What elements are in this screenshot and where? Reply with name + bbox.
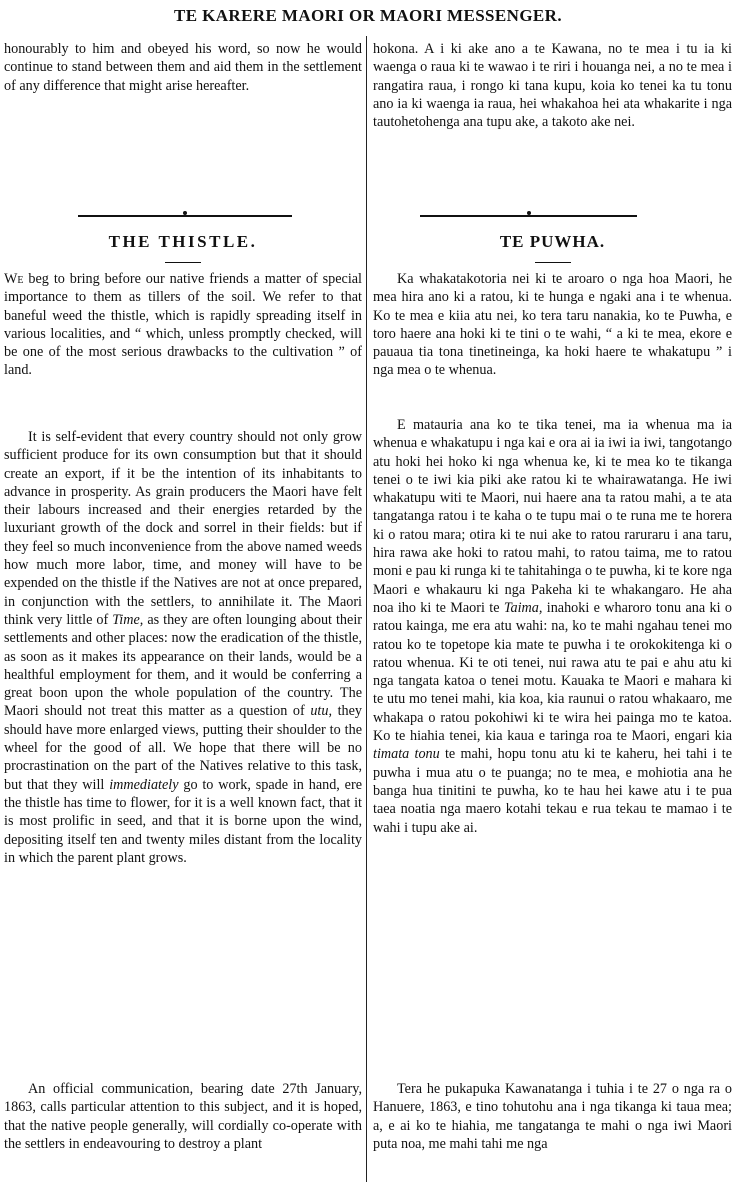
english-paragraph-3-text: An official communication, bearing date 27th January, 1863, calls particular attention to this subject, and it is hoped, that the native people generally, will cordially co-operate with the settlers in endeavouring to destroy a plant [4, 1081, 362, 1152]
maori-paragraph-2 [373, 416, 732, 837]
maori-continuation-text: hokona. A i ki ake ano a te Kawana, no te mea i tu ia ki waenga o raua ki te wawao i te riri i houanga nei, a no te mea i rangatira raua, i rongo ki tana kupu, koia ko tenei ka tu tonu ano ia ki waenga ia raua, hei whakahoa hei ata whakarite i nga tautohetohenga ana tupu ake, a takoto ake nei. [373, 41, 732, 131]
maori-paragraph-3 [373, 1080, 732, 1153]
maori-paragraph-2-part-b: inahoki e wharoro tonu ana ki o ratou kainga, me era atu wahi: na, ko te mahi ngahau tenei mo ratou ko te topetope kia mate te puwha i te orokokitenga ki o ratou whenua. Ki te oti tenei, nui rawa atu te pai e ahu atu ki nga tangata katoa o tenei motu. Kauaka te Maori e mahara ki te utu mo tenei mahi, kia koa, kia raunui o ratou whakaaro, me whakapa o ratou pokohiwi ki te wira hei painga mo te katoa. Ko te hiahia tenei, kia kaua e taringa roa te Maori, engari kia [373, 599, 732, 745]
column-divider [366, 36, 367, 1182]
maori-paragraph-2-part-c: te mahi, hopu tonu atu ki te kaheru, hei tahi i te puwha i mua atu o te puanga; no te mea, e mohiotia ana he banga hua tinitini te puwha, ko te hau hei kawe atu i te pua taea noatia nga maero kotahi tekau e rua tekau te mamao i te wahi i tupu ake ai. [373, 746, 732, 836]
english-paragraph-3 [4, 1080, 362, 1153]
english-paragraph-2-time: Time, [112, 611, 144, 628]
english-continuation-text: honourably to him and obeyed his word, so now he would continue to stand between them and aid them in the settlement of any difference that might arise hereafter. [4, 41, 362, 94]
english-paragraph-2-part-b: as they are often lounging about their settlements and other places: now the eradication of the thistle, as soon as it makes its appearance on their lands, would be a healthful employment for them, and it would be conferring a great boon upon the whole population of the country. The Maori should not treat this matter as a question of [4, 611, 362, 720]
english-paragraph-2-part-c: they should have more enlarged views, putting their shoulder to the wheel for the good of all. We hope that there will be no procrastination on the part of the Natives relative to this task, but that they will [4, 703, 362, 793]
section-rule-left [78, 215, 292, 217]
section-rule-left-ornament [183, 211, 187, 215]
maori-paragraph-2-timata: timata tonu [373, 746, 440, 763]
maori-paragraph-2-part-a: E matauria ana ko te tika tenei, ma ia whenua ma ia whenua e whakatupu i nga kai e ora ai ia iwi ia iwi, tangotango atu hoki hei hoko ki nga whenua ke, ki te mea ko te tikanga tenei o te iwi kia piki ake ratou ki te whairawatanga. He iwi whakatupu witi te Maori, nui haere ana ta ratou mahi, a te ata tangatanga ratou i te kaha o te tupu mai o te runa me te horera ki o ratou mara; otira ki te nui ake to ratou raruraru i ana taru, hira rawa ake hoki to ratou mahi, to ratou taima, me to ratou moni e pau ki runga ki te tahitahinga o te puwha, ki te kore nga Maori e whakauru ki nga Pakeha ki te whakangaro. He aha noa iho ki te Maori te [373, 417, 732, 616]
english-paragraph-2-utu: utu, [310, 703, 332, 720]
english-continuation [4, 40, 362, 95]
english-paragraph-1-text: beg to bring before our native friends a matter of special importance to them as tillers of the soil. We refer to that baneful weed the thistle, which is rapidly spreading itself in various localities, and “ which, unless promptly checked, will be one of the most serious drawbacks to the cultivation ” of land. [4, 271, 362, 379]
english-paragraph-2-part-d: go to work, spade in hand, ere the thistle has time to flower, for it is a well known fact, that it is most prolific in seed, and that it is borne upon the wind, depositing itself ten and twenty miles distant from the locality in which the parent plant grows. [4, 776, 362, 866]
english-heading-underline [165, 262, 201, 263]
maori-paragraph-2-taima: Taima, [503, 599, 543, 616]
english-heading: THE THISTLE. [108, 232, 258, 251]
masthead: TE KARERE MAORI OR MAORI MESSENGER. [173, 6, 563, 25]
maori-paragraph-1-text: Ka whakatakotoria nei ki te aroaro o nga hoa Maori, he mea hira ano ki a ratou, ki te hunga e ngaki ana i te whenua. Ko te mea e kiia atu nei, ko tera taru nanakia, ko te Puwha, e toro haere ana hoki ki te tini o te wahi, “ a ki te mea, ekore e pauaua tia tona tinetineinga, ka hoki haere te whakatupu ” i nga mea o te whenua. [373, 271, 732, 379]
section-rule-right-ornament [527, 211, 531, 215]
english-paragraph-2-immediately: immediately [109, 776, 179, 793]
english-paragraph-1 [4, 270, 362, 380]
maori-heading-underline [535, 262, 571, 263]
english-paragraph-2 [4, 428, 362, 867]
section-rule-right [420, 215, 637, 217]
maori-paragraph-1 [373, 270, 732, 380]
english-paragraph-1-lead: We [4, 271, 24, 287]
maori-heading: TE PUWHA. [499, 232, 606, 251]
maori-continuation [373, 40, 732, 131]
maori-paragraph-3-text: Tera he pukapuka Kawanatanga i tuhia i te 27 o nga ra o Hanuere, 1863, e tino tohutohu ana i nga tikanga ki taua mea; a, e ai ko te hiahia, me tangatanga te mahi o nga iwi Maori puta noa, me mahi tahi me nga [373, 1081, 732, 1152]
english-paragraph-2-part-a: It is self-evident that every country should not only grow sufficient produce for its own consumption but that it should create an export, if it be the intention of its inhabitants to advance in prosperity. As grain producers the Maori have felt their labours increased and their energies retarded by the luxuriant growth of the dock and sorrel in their fields: but if they feel so much inconvenience from the above named weeds how much more labor, time, and money will have to be expended on the thistle if the Natives are not at once prepared, in conjunction with the settlers, to annihilate it. The Maori think very little of [4, 429, 362, 628]
